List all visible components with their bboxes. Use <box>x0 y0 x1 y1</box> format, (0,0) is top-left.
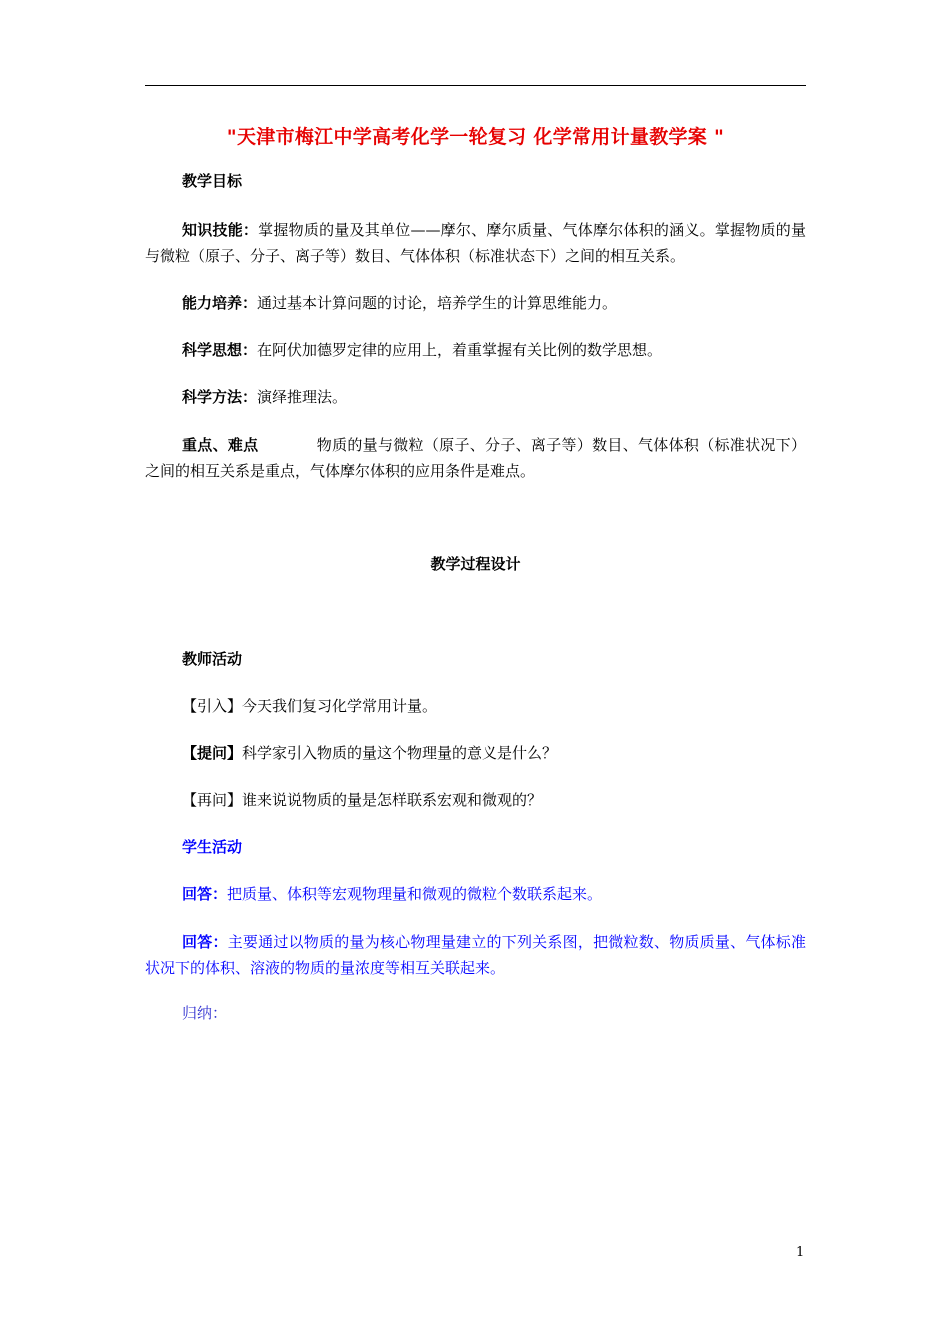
key-points-text: 物质的量与微粒（原子、分子、离子等）数目、气体体积（标准状况下）之间的相互关系是重点，气体摩尔体积的应用条件是难点。 <box>145 436 806 480</box>
question-label: 【提问】 <box>182 744 243 762</box>
question-paragraph <box>182 740 557 766</box>
method-paragraph <box>182 384 347 410</box>
answer1-paragraph <box>182 881 602 907</box>
intro-text: 今天我们复习化学常用计量。 <box>242 697 438 715</box>
header-rule <box>145 85 806 86</box>
ability-paragraph <box>182 290 617 316</box>
question-again-paragraph <box>182 787 542 813</box>
process-heading: 教学过程设计 <box>430 555 521 573</box>
student-heading: 学生活动 <box>182 838 243 856</box>
document-title: "天津市梅江中学高考化学一轮复习 化学常用计量教学案 " <box>226 126 725 148</box>
question-again-text: 谁来说说物质的量是怎样联系宏观和微观的？ <box>242 791 543 809</box>
answer2-text: 主要通过以物质的量为核心物理量建立的下列关系图，把微粒数、物质质量、气体标准状况下的体积、溶液的物质的量浓度等相互关联起来。 <box>145 933 806 977</box>
ability-label: 能力培养： <box>182 294 258 312</box>
knowledge-label: 知识技能： <box>182 221 259 239</box>
summary-label: 归纳： <box>182 1004 228 1022</box>
objectives-heading: 教学目标 <box>182 172 243 190</box>
question-again-label: 【再问】 <box>182 791 243 809</box>
intro-paragraph <box>182 693 437 719</box>
answer2-label: 回答： <box>182 933 228 951</box>
ability-text: 通过基本计算问题的讨论，培养学生的计算思维能力。 <box>257 294 618 312</box>
knowledge-paragraph <box>145 217 806 269</box>
answer1-label: 回答： <box>182 885 228 903</box>
answer2-paragraph <box>145 929 806 981</box>
teacher-heading: 教师活动 <box>182 650 243 668</box>
method-label: 科学方法： <box>182 388 258 406</box>
key-points-paragraph <box>145 432 806 484</box>
method-text: 演绎推理法。 <box>257 388 348 406</box>
answer1-text: 把质量、体积等宏观物理量和微观的微粒个数联系起来。 <box>227 885 603 903</box>
intro-label: 【引入】 <box>182 697 243 715</box>
question-text: 科学家引入物质的量这个物理量的意义是什么？ <box>242 744 558 762</box>
knowledge-text: 掌握物质的量及其单位——摩尔、摩尔质量、气体摩尔体积的涵义。掌握物质的量与微粒（原子、分子、离子等）数目、气体体积（标准状态下）之间的相互关系。 <box>145 221 806 265</box>
page-number: 1 <box>796 1245 805 1260</box>
thinking-paragraph <box>182 337 662 363</box>
thinking-label: 科学思想： <box>182 341 258 359</box>
thinking-text: 在阿伏加德罗定律的应用上，着重掌握有关比例的数学思想。 <box>257 341 663 359</box>
key-points-label: 重点、难点 <box>182 436 259 454</box>
